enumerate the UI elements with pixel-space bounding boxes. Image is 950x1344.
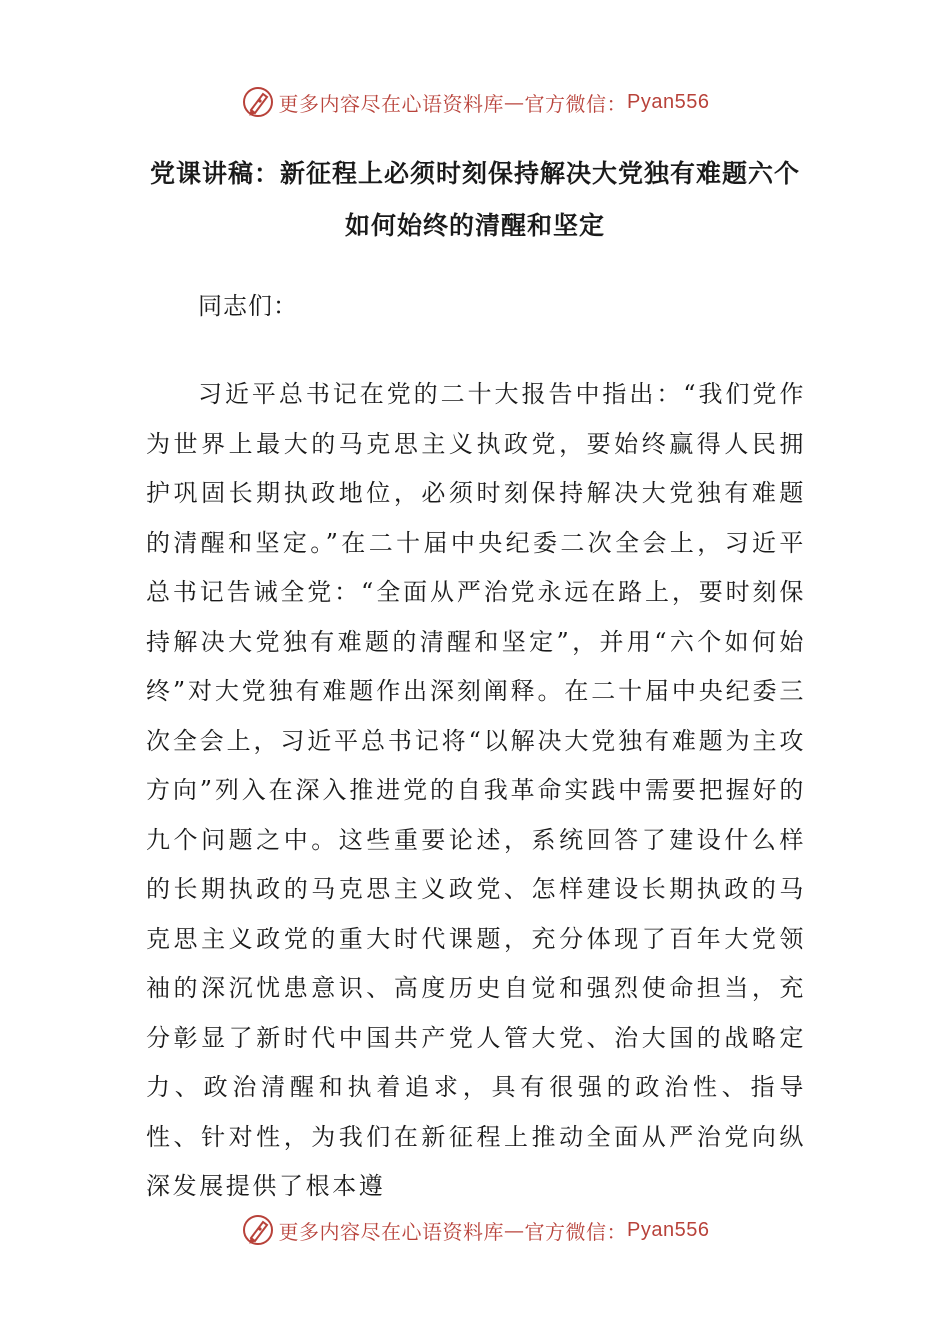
banner-main-text: 更多内容尽在心语资料库 [278,1219,505,1244]
footer-watermark-banner [0,1210,950,1250]
title-line-1: 党课讲稿：新征程上必须时刻保持解决大党独有难题六个 [149,159,800,188]
header-watermark-banner [0,82,950,122]
title-line-2: 如何始终的清醒和坚定 [344,211,605,240]
salutation: 同志们： [198,292,298,320]
banner-wechat-id: Pyan556 [627,90,710,113]
banner-wechat-label: 官方微信： [524,1219,628,1244]
banner-dash: — [504,1218,525,1242]
body-paragraph: 习近平总书记在党的二十大报告中指出：“我们党作为世界上最大的马克思主义执政党，要始终赢得人民拥护巩固长期执政地位，必须时刻保持解决大党独有难题的清醒和坚定。”在二十届中央纪委二次全会上，习近平总书记告诫全党：“全面从严治党永远在路上，要时刻保持解决大党独有难题的清醒和坚定”，并用“六个如何始终”对大党独有难题作出深刻阐释。在二十届中央纪委三次全会上，习近平总书记将“以解决大党独有难题为主攻方向”列入在深入推进党的自我革命实践中需要把握好的九个问题之中。这些重要论述，系统回答了建设什么样的长期执政的马克思主义政党、怎样建设长期执政的马克思主义政党的重大时代课题，充分体现了百年大党领袖的深沉忧患意识、高度历史自觉和强烈使命担当，充分彰显了新时代中国共产党人管大党、治大国的战略定力、政治清醒和执着追求，具有很强的政治性、指导性、针对性，为我们在新征程上推动全面从严治党向纵深发展提供了根本遵 [146,380,806,1200]
pen-nib-logo-icon [241,85,275,119]
document-title [140,148,810,252]
banner-wechat-label: 官方微信： [524,91,628,116]
pen-nib-logo-icon [241,1213,275,1247]
banner-main-text: 更多内容尽在心语资料库 [278,91,505,116]
banner-dash: — [504,90,525,114]
banner-wechat-id: Pyan556 [627,1218,710,1241]
